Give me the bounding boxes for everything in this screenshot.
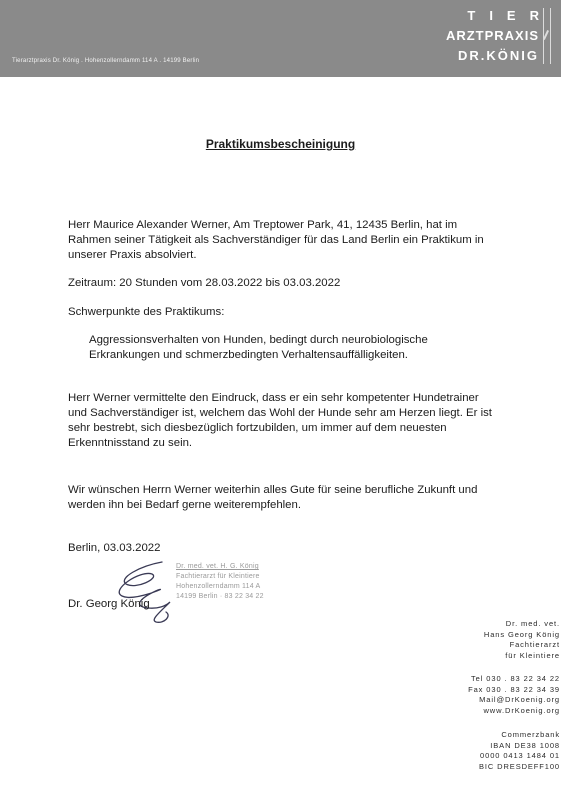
assessment-paragraph: Herr Werner vermittelte den Eindruck, dass er ein sehr kompetenter Hundetrainer und Sachverständiger ist, welchem das Wohl der Hunde sehr am Herzen liegt. Er ist sehr bestrebt, sich diesbezüglich fortzubilden, um immer auf dem neuesten Erkenntnisstand zu sein.: [68, 392, 492, 449]
bank-name: Commerzbank: [501, 730, 560, 739]
letterhead-banner: [0, 0, 561, 77]
logo-line-3: DR.KÖNIG: [458, 48, 539, 63]
sidebar-title-3: Fachtierarzt: [509, 640, 560, 649]
stamp-line-1: Dr. med. vet. H. G. König: [176, 563, 259, 570]
practice-logo: [445, 6, 553, 66]
signer-name: Dr. Georg König: [68, 598, 150, 610]
sidebar-title-1: Dr. med. vet.: [505, 619, 560, 628]
sender-address: Tierarztpraxis Dr. König . Hohenzollerndamm 114 A . 14199 Berlin: [12, 58, 200, 64]
website: www.DrKoenig.org: [483, 705, 560, 715]
focus-paragraph: Aggressionsverhalten von Hunden, bedingt durch neurobiologische Erkrankungen und schmerzbedingten Verhaltensauffälligkeiten.: [89, 334, 428, 361]
phone-number: Tel 030 . 83 22 34 22: [471, 674, 560, 683]
bic: BIC DRESDEFF100: [478, 761, 560, 771]
period-line: Zeitraum: 20 Stunden vom 28.03.2022 bis 03.03.2022: [68, 277, 341, 289]
logo-emblem-icon: [543, 8, 551, 64]
stamp-line-3: Hohenzollerndamm 114 A: [176, 583, 261, 590]
document-title: Praktikumsbescheinigung: [205, 137, 356, 151]
place-date: Berlin, 03.03.2022: [68, 542, 161, 554]
logo-line-2: ARZTPRAXIS: [445, 28, 539, 43]
fax-number: Fax 030 . 83 22 34 39: [468, 684, 560, 694]
stamp-line-2: Fachtierarzt für Kleintiere: [176, 573, 260, 580]
handwritten-signature: [100, 556, 210, 628]
focus-heading: Schwerpunkte des Praktikums:: [68, 306, 225, 318]
closing-paragraph: Wir wünschen Herrn Werner weiterhin alles Gute für seine berufliche Zukunft und werden ihn bei Bedarf gerne weiterempfehlen.: [68, 484, 478, 511]
logo-line-1: TIER: [467, 8, 553, 23]
iban-line-2: 0000 0413 1484 01: [480, 751, 560, 760]
stamp-line-4: 14199 Berlin · 83 22 34 22: [176, 593, 264, 600]
sidebar-title-2: Hans Georg König: [483, 629, 560, 639]
iban-line-1: IBAN DE38 1008: [490, 740, 560, 750]
contact-sidebar: [450, 619, 560, 772]
email-address: Mail@DrKoenig.org: [479, 695, 560, 704]
intro-paragraph: Herr Maurice Alexander Werner, Am Treptower Park, 41, 12435 Berlin, hat im Rahmen seiner Tätigkeit als Sachverständiger für das Land Berlin ein Praktikum in unserer Praxis absolviert.: [68, 219, 484, 261]
sidebar-title-4: für Kleintiere: [505, 650, 560, 660]
